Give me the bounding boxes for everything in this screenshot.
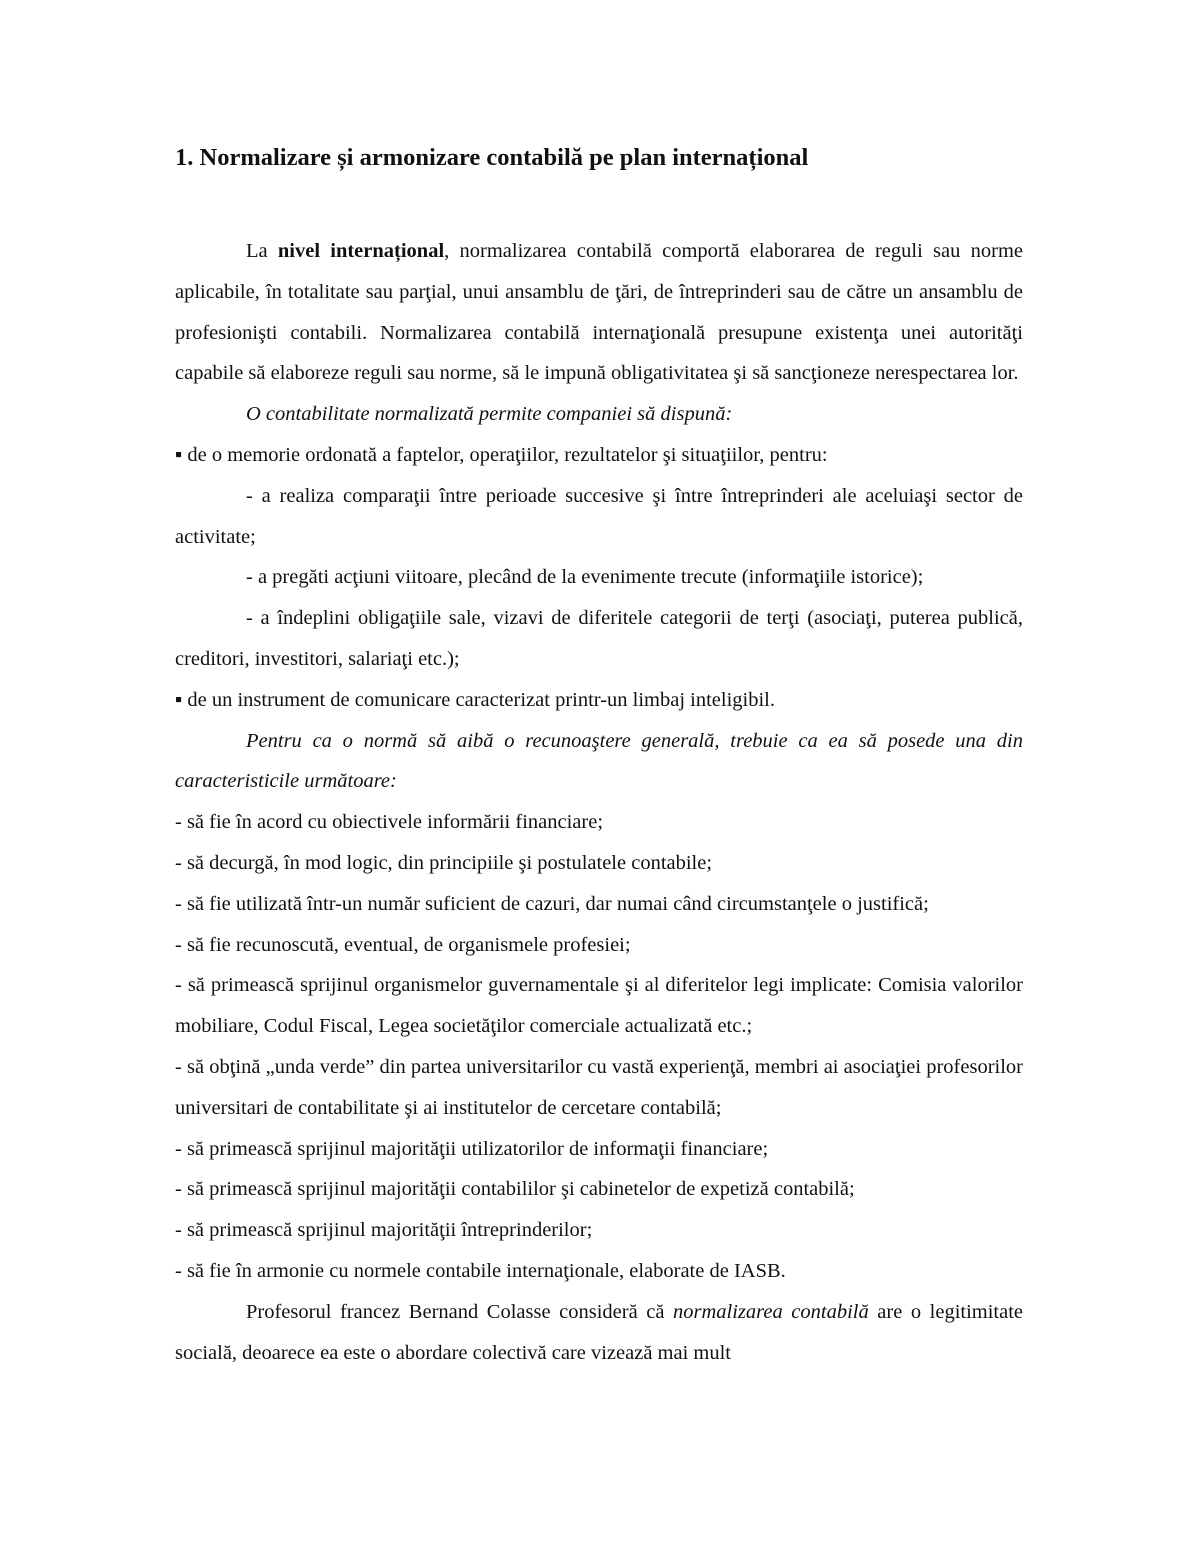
criteria-item: - să primească sprijinul majorităţii utilizatorilor de informaţii financiare;: [175, 1137, 769, 1160]
sub-item: - a pregăti acţiuni viitoare, plecând de la evenimente trecute (informaţiile istorice);: [246, 566, 924, 589]
benefits-intro: O contabilitate normalizată permite companiei să dispună:: [246, 403, 733, 426]
sub-item: - a îndeplini obligaţiile sale, vizavi de diferitele categorii de terţi (asociaţi, puterea publică, creditori, investitori, salariaţi etc.);: [175, 607, 1023, 670]
criteria-item: - să decurgă, în mod logic, din principiile şi postulatele contabile;: [175, 851, 713, 874]
norm-intro: Pentru ca o normă să aibă o recunoaştere generală, trebuie ca ea să posede una din caracteristicile următoare:: [175, 729, 1023, 793]
sub-item: - a realiza comparaţii între perioade succesive şi între întreprinderi ale aceluiaşi sector de activitate;: [175, 484, 1023, 548]
intro-rest: , normalizarea contabilă comportă elaborarea de reguli sau norme aplicabile, în totalitate sau parţial, unui ansamblu de ţări, de întreprinderi sau de către un ansamblu de profesionişti contabili. Normalizarea contabilă internaţională presupune existenţa unei autorităţi capabile să elaboreze reguli sau norme, să le impună obligativitatea şi să sancţioneze nerespectarea lor.: [175, 240, 1023, 385]
criteria-item: - să primească sprijinul majorităţii contabililor şi cabinetelor de expetiză contabilă;: [175, 1178, 855, 1201]
intro-lead: La: [246, 240, 278, 262]
bullet-communication: ▪ de un instrument de comunicare caracterizat printr-un limbaj inteligibil.: [175, 688, 776, 711]
criteria-item: - să obţină „unda verde” din partea universitarilor cu vastă experienţă, membri ai asociaţiei profesorilor universitari de contabilitate şi ai institutelor de cercetare contabilă;: [175, 1055, 1023, 1119]
closing-paragraph: [175, 1292, 1023, 1374]
bullet-memory: ▪ de o memorie ordonată a faptelor, operaţiilor, rezultatelor şi situaţiilor, pentru:: [175, 443, 828, 466]
criteria-item: - să primească sprijinul majorităţii întreprinderilor;: [175, 1219, 593, 1242]
closing-rest: are o legitimitate socială, deoarece ea este o abordare colectivă care vizează mai mult: [175, 1300, 1024, 1364]
closing-lead: Profesorul francez Bernand Colasse consideră că: [246, 1300, 673, 1323]
criteria-item: - să fie în acord cu obiectivele informării financiare;: [175, 811, 604, 834]
intro-bold-term: nivel internațional: [277, 240, 445, 262]
document-body: [175, 231, 1023, 1373]
criteria-item: - să fie recunoscută, eventual, de organismele profesiei;: [175, 933, 631, 956]
section-heading: 1. Normalizare și armonizare contabilă pe plan internațional: [175, 144, 809, 171]
criteria-item: - să fie utilizată într-un număr suficient de cazuri, dar numai când circumstanţele o justifică;: [175, 892, 929, 915]
document-page: [175, 0, 1023, 1553]
closing-italic-term: normalizarea contabilă: [673, 1300, 869, 1323]
criteria-item: - să primească sprijinul organismelor guvernamentale şi al diferitelor legi implicate: Comisia valorilor mobiliare, Codul Fiscal, Legea societăţilor comerciale actualizată etc.;: [175, 974, 1023, 1038]
criteria-item: - să fie în armonie cu normele contabile internaţionale, elaborate de IASB.: [175, 1259, 786, 1282]
intro-paragraph: [175, 231, 1023, 394]
